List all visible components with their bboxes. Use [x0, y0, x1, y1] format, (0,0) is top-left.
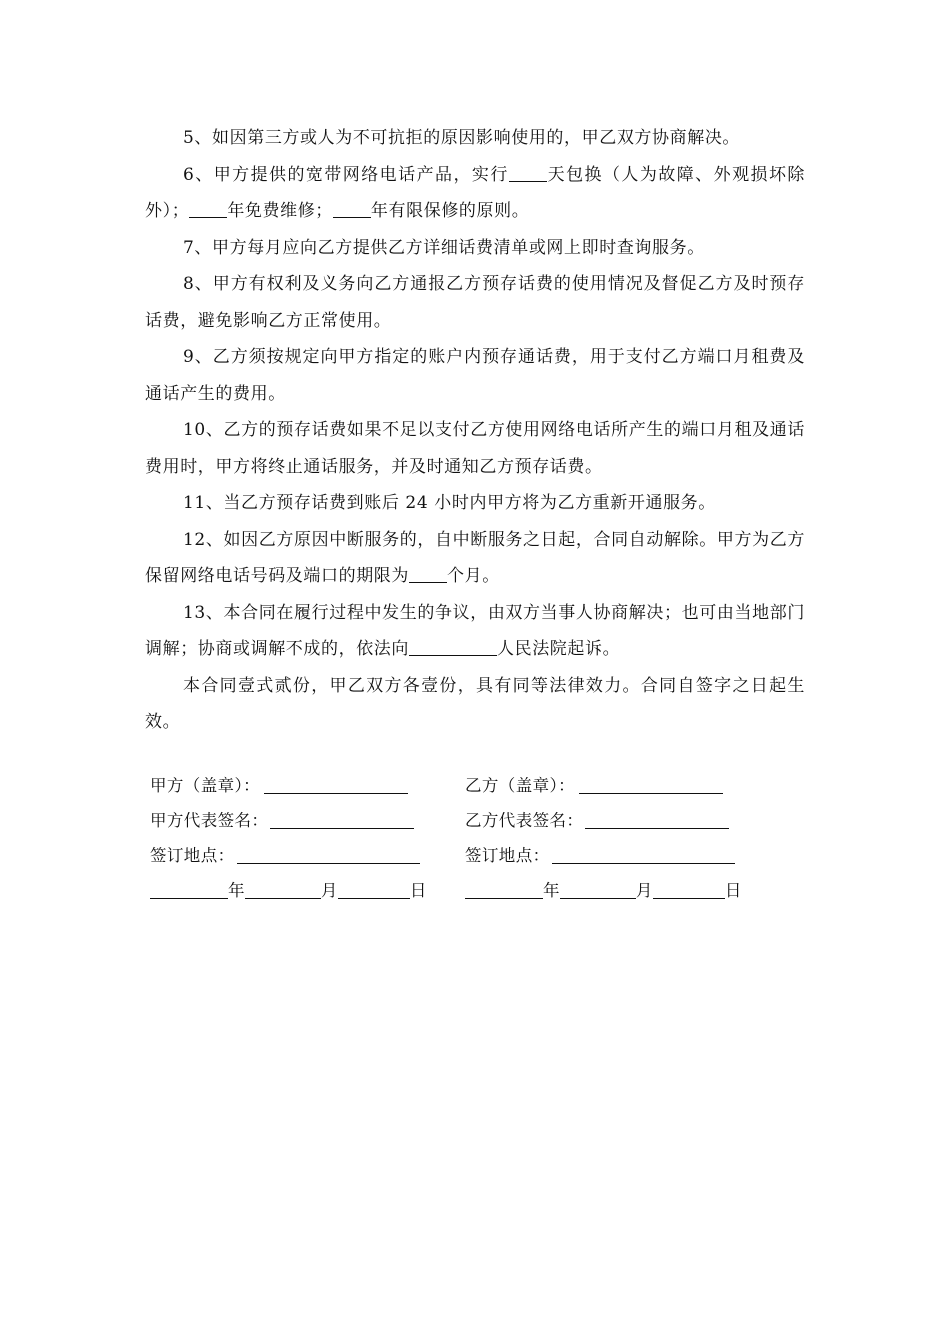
party-a-month-field[interactable]	[245, 882, 321, 900]
party-a-rep-field[interactable]	[270, 812, 414, 830]
clause-6-text-2: 天包换（人为故障、外观损坏除外）；	[145, 164, 805, 221]
closing-statement-text: 本合同壹式贰份，甲乙双方各壹份，具有同等法律效力。合同自签字之日起生效。	[145, 675, 805, 732]
clause-6-text-4: 年有限保修的原则。	[370, 201, 530, 221]
clause-8	[145, 266, 805, 339]
party-b-place-field[interactable]	[552, 847, 735, 865]
free-repair-years-blank[interactable]	[189, 200, 227, 218]
clause-12-text-1: 12、如因乙方原因中断服务的，自中断服务之日起，合同自动解除。甲方为乙方保留网络电话号码及端口的期限为	[145, 529, 805, 586]
clause-6-text-3: 年免费维修；	[227, 201, 333, 221]
party-a-date	[150, 873, 465, 908]
party-a-place-label: 签订地点：	[150, 846, 235, 865]
seal-row	[150, 768, 780, 803]
clause-9	[145, 339, 805, 412]
party-a-day-field[interactable]	[338, 882, 410, 900]
party-b-seal	[465, 768, 780, 803]
clause-8-text: 8、甲方有权利及义务向乙方通报乙方预存话费的使用情况及督促乙方及时预存话费，避免影响乙方正常使用。	[145, 274, 805, 331]
party-a-place-field[interactable]	[237, 847, 420, 865]
party-b-month-field[interactable]	[560, 882, 636, 900]
date-row	[150, 873, 780, 908]
clause-10	[145, 412, 805, 485]
party-a-seal-label: 甲方（盖章）：	[150, 776, 261, 795]
clause-12	[145, 522, 805, 595]
retention-months-blank[interactable]	[409, 565, 447, 583]
party-a-year-field[interactable]	[150, 882, 228, 900]
clause-9-text: 9、乙方须按规定向甲方指定的账户内预存通话费，用于支付乙方端口月租费及通话产生的费用。	[145, 347, 805, 404]
replacement-days-blank[interactable]	[509, 164, 547, 182]
representative-row	[150, 803, 780, 838]
party-a-seal	[150, 768, 465, 803]
signature-block	[150, 768, 780, 908]
clause-11-text: 11、当乙方预存话费到账后 24 小时内甲方将为乙方重新开通服务。	[183, 493, 716, 513]
party-b-month-label: 月	[635, 881, 653, 900]
party-b-seal-field[interactable]	[579, 777, 723, 795]
party-b-seal-label: 乙方（盖章）：	[465, 776, 576, 795]
party-b-rep-field[interactable]	[585, 812, 729, 830]
clause-13	[145, 595, 805, 668]
party-a-representative	[150, 803, 465, 838]
limited-warranty-years-blank[interactable]	[333, 200, 371, 218]
clause-13-text-2: 人民法院起诉。	[497, 639, 621, 659]
closing-statement	[145, 668, 805, 741]
party-b-place-label: 签订地点：	[465, 846, 550, 865]
party-b-day-field[interactable]	[653, 882, 725, 900]
clause-13-text-1: 13、本合同在履行过程中发生的争议，由双方当事人协商解决；也可由当地部门调解；协商或调解不成的，依法向	[145, 602, 805, 659]
party-a-month-label: 月	[320, 881, 338, 900]
party-b-year-label: 年	[543, 881, 560, 900]
party-b-place	[465, 838, 780, 873]
party-b-representative	[465, 803, 780, 838]
clause-5	[145, 120, 805, 157]
party-a-year-label: 年	[228, 881, 245, 900]
place-row	[150, 838, 780, 873]
clause-5-text: 5、如因第三方或人为不可抗拒的原因影响使用的，甲乙双方协商解决。	[183, 128, 741, 148]
clause-6	[145, 157, 805, 230]
clause-6-text-1: 6、甲方提供的宽带网络电话产品，实行	[183, 164, 509, 185]
party-b-year-field[interactable]	[465, 882, 543, 900]
clause-11	[145, 485, 805, 522]
party-b-day-label: 日	[724, 881, 742, 900]
party-b-rep-label: 乙方代表签名：	[465, 811, 584, 830]
clause-10-text: 10、乙方的预存话费如果不足以支付乙方使用网络电话所产生的端口月租及通话费用时，甲方将终止通话服务，并及时通知乙方预存话费。	[145, 420, 805, 477]
party-a-seal-field[interactable]	[264, 777, 408, 795]
party-b-date	[465, 873, 780, 908]
party-a-rep-label: 甲方代表签名：	[150, 811, 269, 830]
party-a-place	[150, 838, 465, 873]
clause-7-text: 7、甲方每月应向乙方提供乙方详细话费清单或网上即时查询服务。	[183, 237, 705, 258]
court-name-blank[interactable]	[409, 638, 497, 656]
contract-clauses	[145, 120, 805, 741]
party-a-day-label: 日	[409, 881, 427, 900]
clause-7	[145, 230, 805, 267]
clause-12-text-2: 个月。	[447, 566, 500, 586]
